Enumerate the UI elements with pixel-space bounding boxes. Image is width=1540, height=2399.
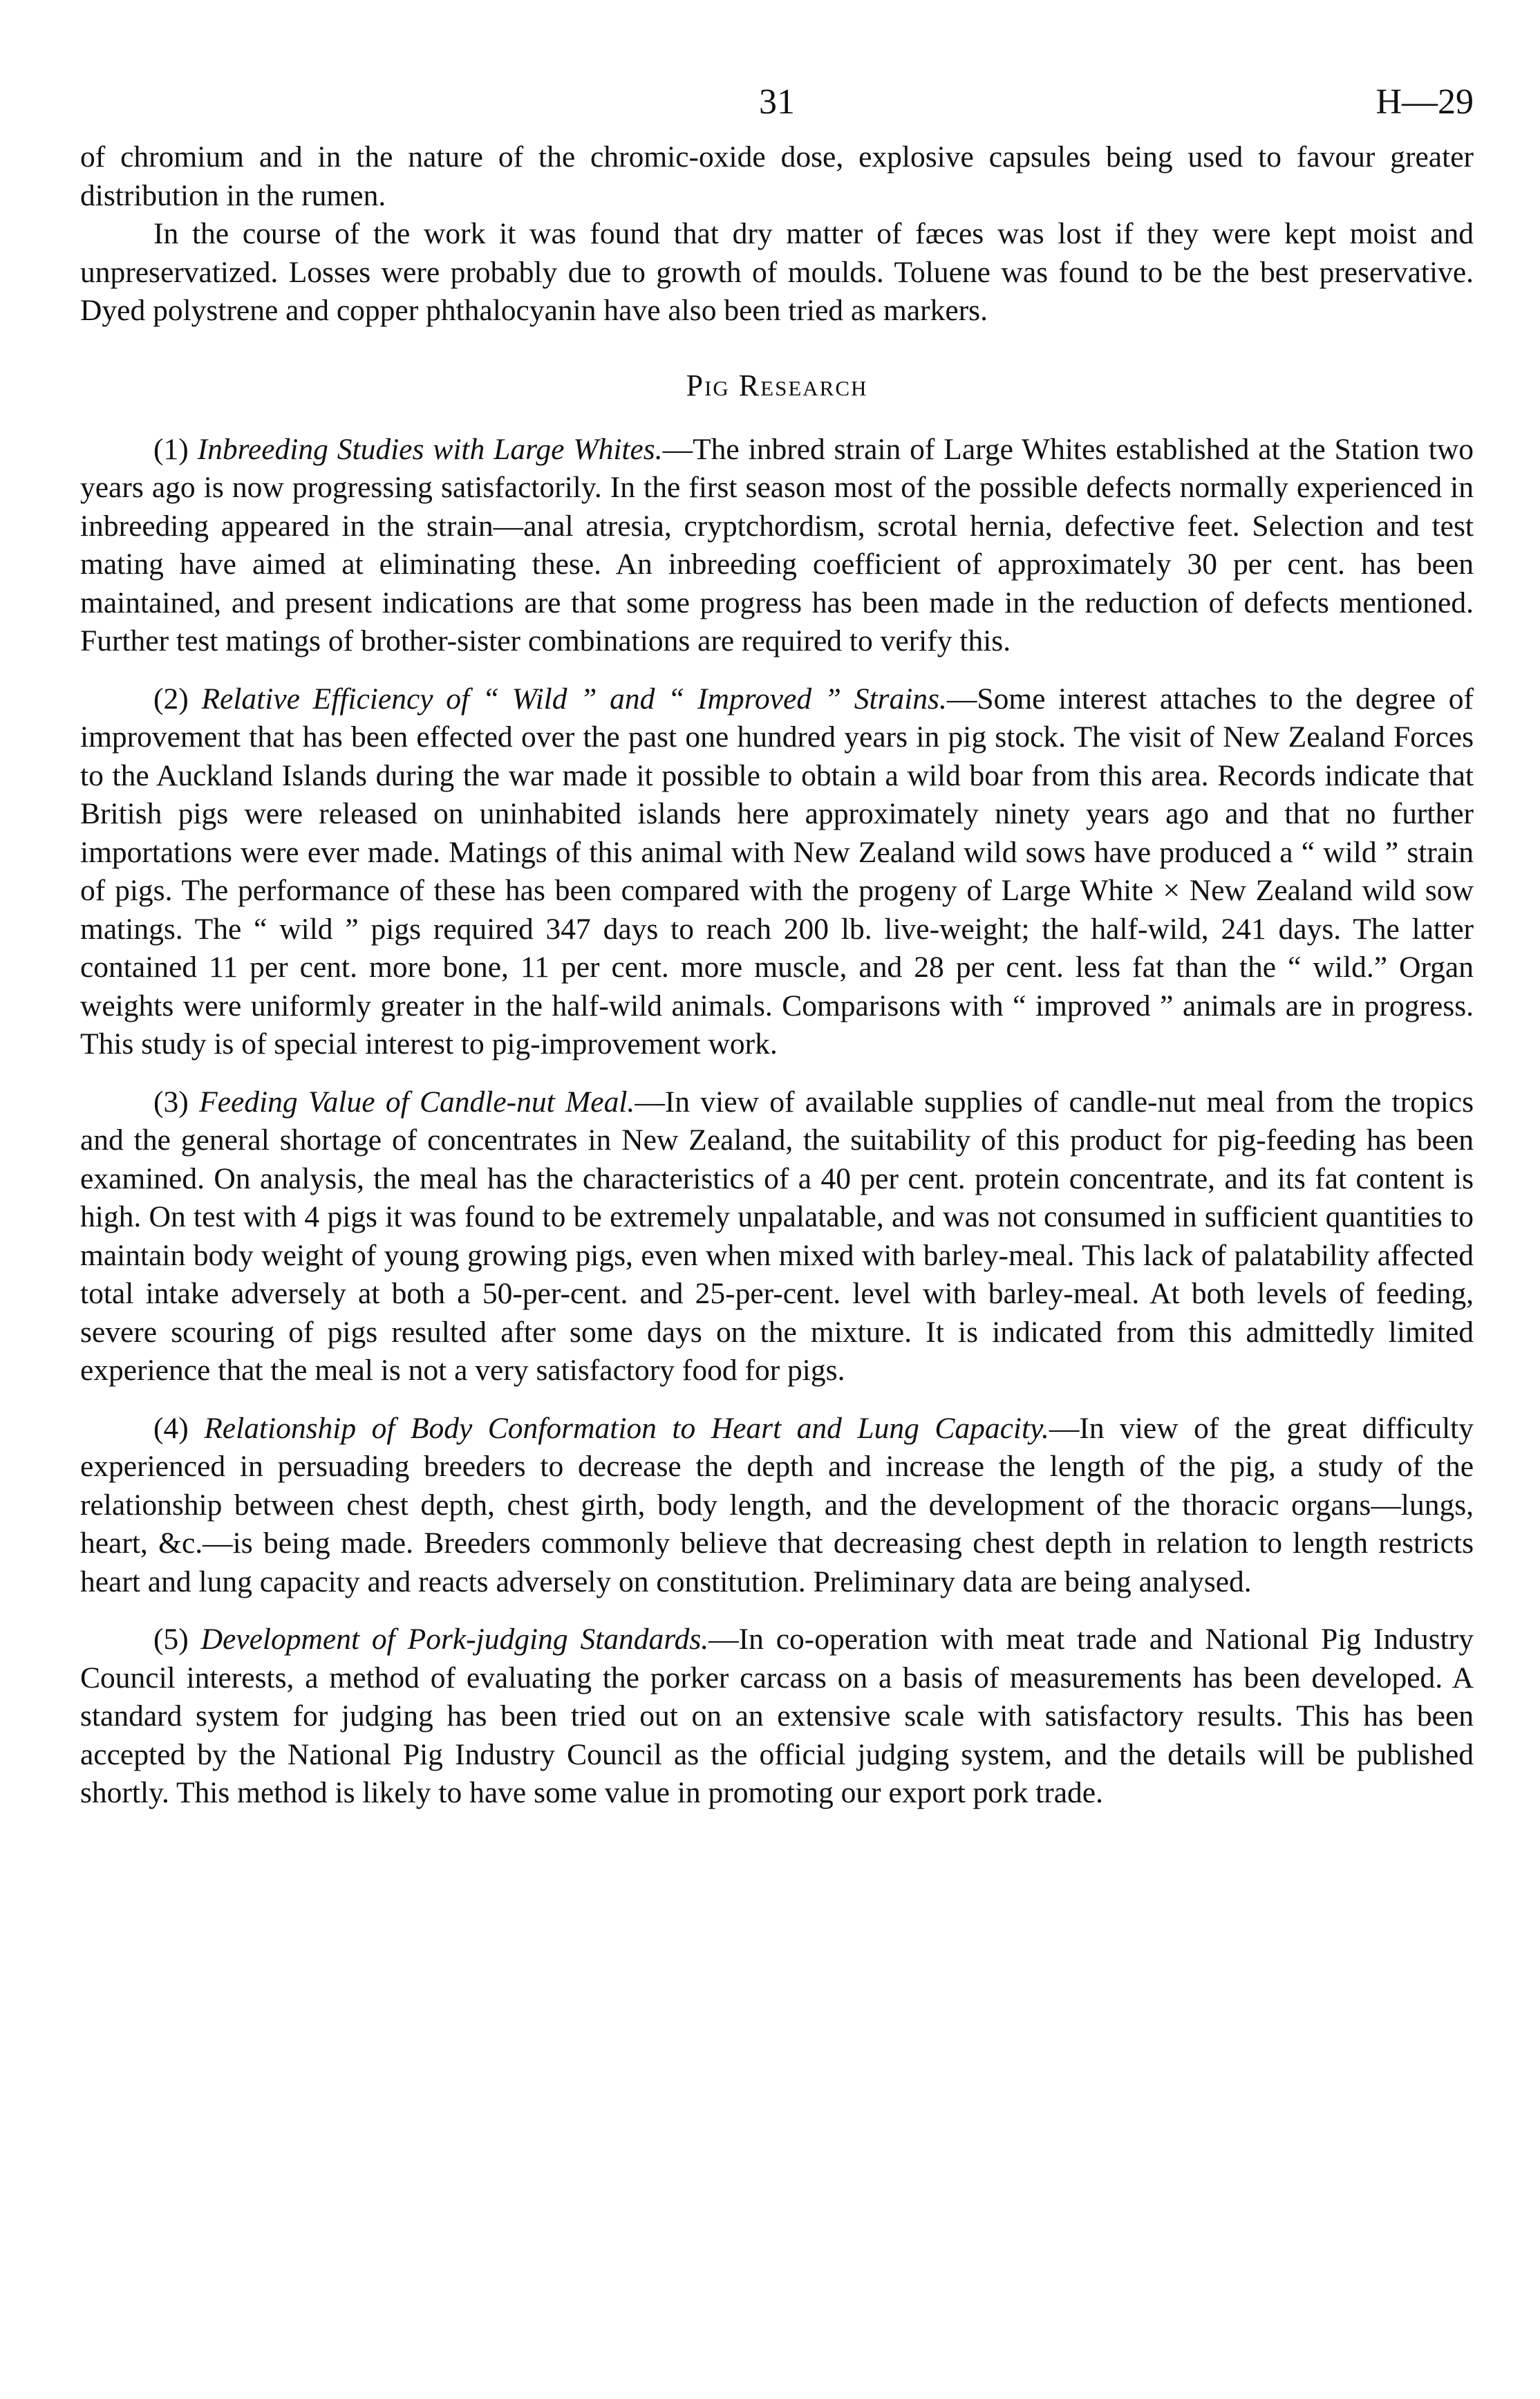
- item-number: (2): [153, 682, 189, 716]
- research-item-body-conformation: [80, 1410, 1474, 1602]
- item-title: Relative Efficiency of “ Wild ” and “ Improved ” Strains.: [201, 682, 947, 716]
- intro-paragraph-fæces: In the course of the work it was found that dry matter of fæces was lost if they were kept moist and unpreservatized. Losses were probably due to growth of moulds. Toluene was found to be the best preservative. Dyed polystrene and copper phthalocyanin have also been tried as markers.: [80, 217, 1474, 327]
- item-number: (4): [153, 1411, 189, 1445]
- item-body: —In view of the great difficulty experienced in persuading breeders to decrease the depth and increase the length of the pig, a study of the relationship between chest depth, chest girth, body length, and the development of the thoracic organs—lungs, heart, &c.—is being made. Breeders commonly believe that decreasing chest depth in relation to length restricts heart and lung capacity and reacts adversely on constitution. Preliminary data are being analysed.: [80, 1411, 1474, 1598]
- item-title: Relationship of Body Conformation to Heart and Lung Capacity.: [204, 1411, 1049, 1445]
- page-header: [80, 0, 1474, 138]
- section-heading-pig-research: Pig Research: [686, 368, 868, 402]
- item-body: —Some interest attaches to the degree of improvement that has been effected over the past one hundred years in pig stock. The visit of New Zealand Forces to the Auckland Islands during the war made it possible to obtain a wild boar from this area. Records indicate that British pigs were released on uninhabited islands here approximately ninety years ago and that no further importations were ever made. Matings of this animal with New Zealand wild sows have produced a “ wild ” strain of pigs. The performance of these has been compared with the progeny of Large White × New Zealand wild sow matings. The “ wild ” pigs required 347 days to reach 200 lb. live-weight; the half-wild, 241 days. The latter contained 11 per cent. more bone, 11 per cent. more muscle, and 28 per cent. less fat than the “ wild.” Organ weights were uniformly greater in the half-wild animals. Comparisons with “ improved ” animals are in progress. This study is of special interest to pig-improvement work.: [80, 682, 1474, 1061]
- page-number: 31: [759, 82, 795, 122]
- intro-paragraph-continued: of chromium and in the nature of the chromic-oxide dose, explosive capsules being used to favour greater distribution in the rumen.: [80, 140, 1474, 212]
- item-number: (5): [153, 1623, 189, 1656]
- research-item-wild-strains: [80, 680, 1474, 1064]
- item-title: Feeding Value of Candle-nut Meal.: [199, 1085, 635, 1119]
- research-item-candle-nut: [80, 1083, 1474, 1390]
- item-title: Development of Pork-judging Standards.: [200, 1623, 709, 1656]
- document-page: [80, 0, 1474, 1813]
- research-item-pork-judging: [80, 1621, 1474, 1813]
- item-number: (3): [153, 1085, 189, 1119]
- item-number: (1): [153, 432, 189, 466]
- item-body: —In view of available supplies of candle-nut meal from the tropics and the general shortage of concentrates in New Zealand, the suitability of this product for pig-feeding has been examined. On analysis, the meal has the characteristics of a 40 per cent. protein concentrate, and its fat content is high. On test with 4 pigs it was found to be extremely unpalatable, and was not consumed in sufficient quantities to maintain body weight of young growing pigs, even when mixed with barley-meal. This lack of palatability affected total intake adversely at both a 50-per-cent. and 25-per-cent. level with barley-meal. At both levels of feeding, severe scouring of pigs resulted after some days on the mixture. It is indicated from this admittedly limited experience that the meal is not a very satisfactory food for pigs.: [80, 1085, 1474, 1387]
- item-title: Inbreeding Studies with Large Whites.: [197, 432, 663, 466]
- item-body: —In co-operation with meat trade and National Pig Industry Council interests, a method of evaluating the porker carcass on a basis of measurements has been developed. A standard system for judging has been tried out on an extensive scale with satisfactory results. This has been accepted by the National Pig Industry Council as the official judging system, and the details will be published shortly. This method is likely to have some value in promoting our export pork trade.: [80, 1623, 1474, 1809]
- research-item-inbreeding: [80, 431, 1474, 661]
- item-body: —The inbred strain of Large Whites established at the Station two years ago is now progressing satisfactorily. In the first season most of the possible defects normally experienced in inbreeding appeared in the strain—anal atresia, cryptchordism, scrotal hernia, defective feet. Selection and test mating have aimed at eliminating these. An inbreeding coefficient of approximately 30 per cent. has been maintained, and present indications are that some progress has been made in the reduction of defects mentioned. Further test matings of brother-sister combinations are required to verify this.: [80, 432, 1474, 657]
- document-reference: H—29: [1375, 82, 1474, 122]
